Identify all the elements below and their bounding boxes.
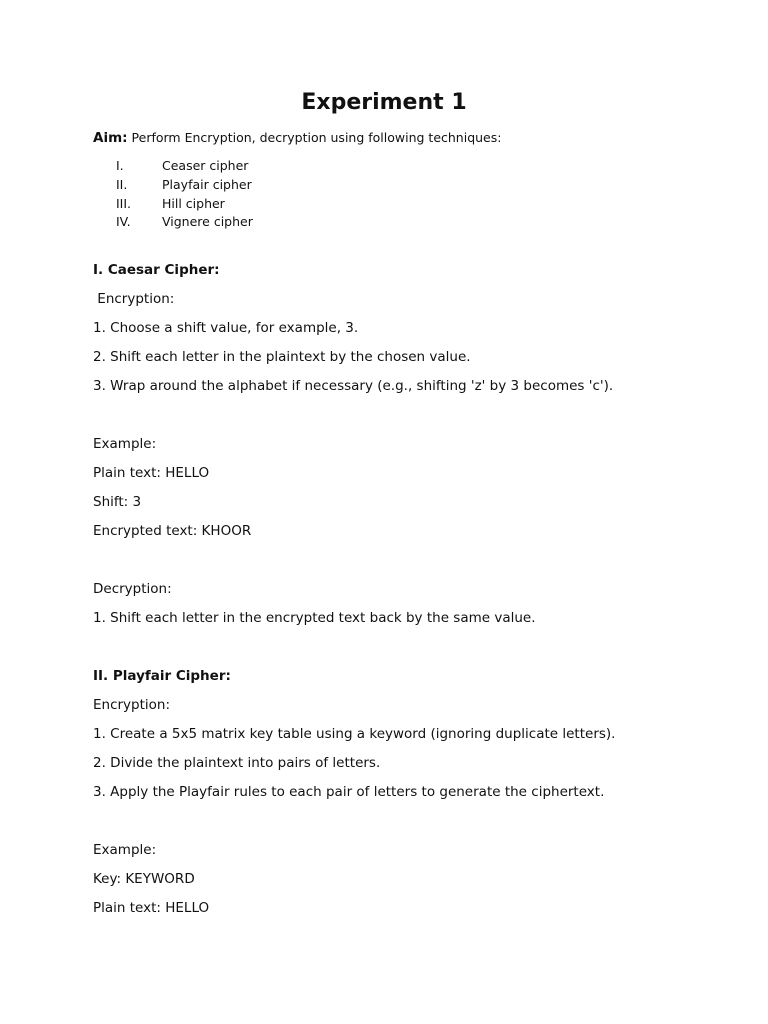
aim-line [93, 129, 501, 147]
technique-number: III. [116, 196, 132, 211]
technique-name: Vignere cipher [162, 214, 253, 229]
playfair-key: Key: KEYWORD [93, 871, 195, 887]
caesar-step: 2. Shift each letter in the plaintext by the chosen value. [93, 349, 471, 365]
technique-name: Hill cipher [162, 196, 225, 211]
playfair-encryption-label: Encryption: [93, 697, 171, 713]
technique-name: Ceaser cipher [162, 158, 249, 173]
caesar-plain-text: Plain text: HELLO [93, 465, 210, 481]
technique-name: Playfair cipher [162, 177, 252, 192]
playfair-plain-text: Plain text: HELLO [93, 900, 210, 916]
page-title: Experiment 1 [301, 90, 467, 115]
caesar-heading: I. Caesar Cipher: [93, 262, 220, 278]
playfair-heading: II. Playfair Cipher: [93, 668, 231, 684]
playfair-step: 2. Divide the plaintext into pairs of letters. [93, 755, 381, 771]
aim-label: Aim: [93, 130, 128, 146]
technique-number: II. [116, 177, 128, 192]
caesar-encryption-label: Encryption: [93, 291, 175, 307]
caesar-decryption-step: 1. Shift each letter in the encrypted text back by the same value. [93, 610, 536, 626]
caesar-encrypted-text: Encrypted text: KHOOR [93, 523, 252, 539]
playfair-step: 3. Apply the Playfair rules to each pair of letters to generate the ciphertext. [93, 784, 605, 800]
caesar-example-label: Example: [93, 436, 157, 452]
caesar-decryption-label: Decryption: [93, 581, 172, 597]
playfair-example-label: Example: [93, 842, 157, 858]
playfair-step: 1. Create a 5x5 matrix key table using a keyword (ignoring duplicate letters). [93, 726, 616, 742]
aim-text: Perform Encryption, decryption using following techniques: [131, 130, 502, 145]
technique-number: IV. [116, 214, 131, 229]
caesar-step: 1. Choose a shift value, for example, 3. [93, 320, 359, 336]
caesar-shift: Shift: 3 [93, 494, 142, 510]
caesar-step: 3. Wrap around the alphabet if necessary (e.g., shifting 'z' by 3 becomes 'c'). [93, 378, 614, 394]
technique-number: I. [116, 158, 124, 173]
